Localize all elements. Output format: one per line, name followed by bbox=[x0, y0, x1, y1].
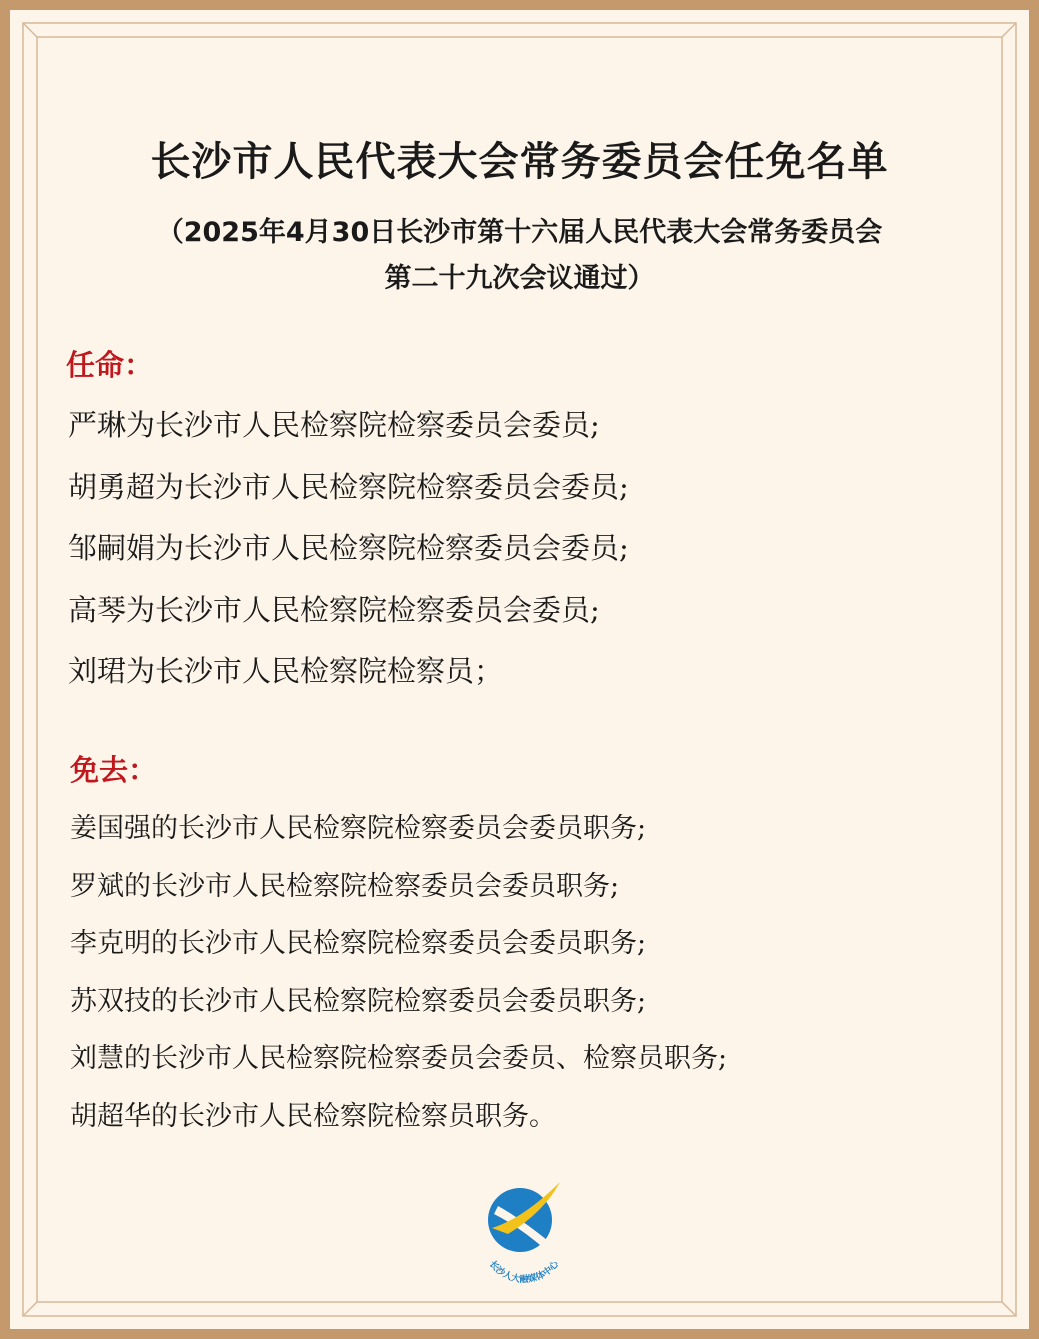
remove-item: 罗斌的长沙市人民检察院检察委员会委员职务; bbox=[70, 871, 620, 902]
logo-text: 长沙人大融媒体中心 bbox=[486, 1259, 562, 1285]
appoint-item: 邹嗣娟为长沙市人民检察院检察委员会委员; bbox=[68, 531, 629, 565]
subtitle-line-1: （2025年4月30日长沙市第十六届人民代表大会常务委员会 bbox=[156, 217, 883, 248]
document-sheet bbox=[10, 10, 1029, 1329]
page-title: 长沙市人民代表大会常务委员会任免名单 bbox=[150, 139, 889, 185]
remove-heading: 免去： bbox=[70, 753, 158, 787]
subtitle-line-2: 第二十九次会议通过） bbox=[384, 263, 655, 294]
remove-item: 苏双技的长沙市人民检察院检察委员会委员职务; bbox=[70, 986, 647, 1017]
media-center-logo bbox=[468, 1178, 578, 1288]
appoint-item: 严琳为长沙市人民检察院检察委员会委员; bbox=[68, 408, 600, 442]
appoint-item: 刘珺为长沙市人民检察院检察员； bbox=[68, 654, 504, 688]
remove-item: 刘慧的长沙市人民检察院检察委员会委员、检察员职务; bbox=[70, 1043, 728, 1074]
remove-item: 李克明的长沙市人民检察院检察委员会委员职务; bbox=[70, 928, 647, 959]
appoint-heading: 任命： bbox=[66, 348, 154, 382]
svg-text:长沙人大融媒体中心 bbox=[487, 1257, 562, 1285]
remove-item: 胡超华的长沙市人民检察院检察员职务。 bbox=[70, 1101, 556, 1132]
appoint-item: 高琴为长沙市人民检察院检察委员会委员; bbox=[68, 593, 600, 627]
remove-item: 姜国强的长沙市人民检察院检察委员会委员职务; bbox=[70, 813, 647, 844]
appoint-item: 胡勇超为长沙市人民检察院检察委员会委员; bbox=[68, 470, 629, 504]
